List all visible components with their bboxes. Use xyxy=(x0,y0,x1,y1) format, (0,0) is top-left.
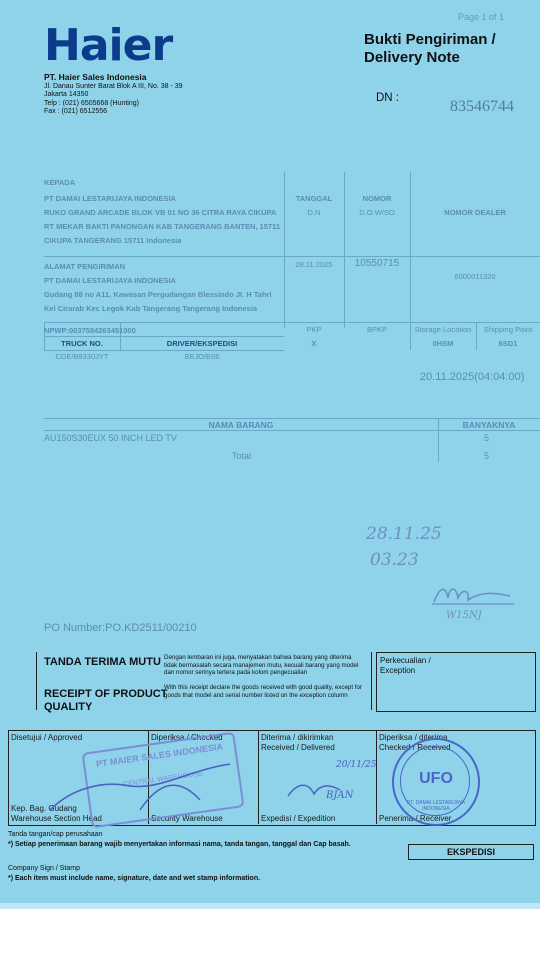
note-en: *) Each item must include name, signature, date and wet stamp information. xyxy=(8,875,261,882)
receipt-title-en-2: QUALITY xyxy=(44,701,93,713)
table-row-qty: 5 xyxy=(484,433,490,443)
receiver-stamp xyxy=(392,738,480,826)
exception-label: Perkecualian / Exception xyxy=(380,656,431,675)
received-label: Diperiksa / diterima Checked / Received xyxy=(379,733,451,752)
driver: BEJO/E06 xyxy=(184,352,220,361)
sign-note-id: Tanda tangan/cap perusahaan xyxy=(8,831,103,838)
company-address: Jl. Danau Sunter Barat Blok A III, No. 38 - 39 Jakarta 14350 Telp : (021) 6505668 (Hunting) Fax : (021) 6512556 xyxy=(44,83,183,116)
document-title: Bukti Pengiriman / Delivery Note xyxy=(364,31,496,66)
haier-warehouse-stamp: PT MAIER SALES INDONESIA CENTRAL WAREHOUSE xyxy=(81,732,244,829)
table-row: AU150S30EUX 50 INCH LED TV xyxy=(44,433,177,443)
order-block: KEPADA PT DAMAI LESTARIJAYA INDONESIA RUKO GRAND ARCADE BLOK VB 01 NO 36 CITRA RAYA CIKUPA RT MEKAR BAKTI PANONGAN KAB TANGERANG BANTEN, 15711 CIKUPA TANGERANG 15711 Indonesia ALAMAT PENGIRIMAN PT DAMAI LESTARIJAYA INDONESIA Gudang 88 no A11, Kawasan Pergudangan Blessindo JI. H Tahri Kel Cirarab Kec Legok Kab Tangerang Tangerang Indonesia NPWP:0037584263451000 TANGGAL D.N NOMOR D.O.W/SO NOMOR DEALER 28.11.2025 10550715 6000011320 PKP BPKP Storage Location Shipping Point X 0HSM 6SD1 TRUCK NO. DRIVER/EKSPEDISI xyxy=(44,172,540,350)
approver-signature xyxy=(40,760,240,820)
handwritten-time: 03.23 xyxy=(370,550,419,570)
item-name-header: NAMA BARANG xyxy=(208,420,274,430)
total-qty: 5 xyxy=(484,451,490,461)
haier-logo: Haier xyxy=(44,20,173,71)
company-name: PT. Haier Sales Indonesia xyxy=(44,72,147,82)
delivered-role: Expedisi / Expedition xyxy=(261,814,336,823)
ufo-ring-text: PT. DAMAI LESTARIJAYA INDONESIA xyxy=(406,800,466,812)
printed-at: 20.11.2025(04:04:00) xyxy=(420,371,525,383)
checked-role: Security Warehouse xyxy=(151,814,223,823)
dn-label: DN : xyxy=(376,92,399,104)
received-role: Penerima / Receiver xyxy=(379,814,452,823)
checked-label: Diperiksa / Checked xyxy=(151,733,223,742)
approved-role: Kep. Bag. Gudang Warehouse Section Head xyxy=(11,804,102,823)
ekspedisi-copy-label: EKSPEDISI xyxy=(408,844,534,860)
receipt-text-en: With this receipt declare the goods received with good quality, except for goods that model and serial number listed on the exception column xyxy=(164,684,362,699)
item-qty-header: BANYAKNYA xyxy=(462,420,516,430)
dn-number: 83546744 xyxy=(450,98,514,115)
page-number: Page 1 of 1 xyxy=(458,12,505,22)
ufo-logo: UFO xyxy=(419,770,453,787)
handwritten-received-date: 20/11/25 xyxy=(336,760,377,770)
handwritten-initials: W15NJ xyxy=(446,610,482,621)
handwritten-date: 28.11.25 xyxy=(366,524,442,544)
receipt-title-en-1: RECEIPT OF PRODUCT xyxy=(44,688,168,700)
receipt-title-id: TANDA TERIMA MUTU xyxy=(44,656,161,668)
receipt-text-id: Dengan lembaran ini juga, menyatakan bahwa barang yang diterima tidak bermasalah secara manajemen mutu, kecuali barang yang model dan nomor serinya tertera pada kolom pengecualian xyxy=(164,654,359,677)
handwritten-received-name: BJAN xyxy=(326,790,354,801)
delivered-label: Diterima / dikirimkan Received / Delivered xyxy=(261,733,335,752)
handwritten-signature xyxy=(430,582,520,612)
approved-label: Disetujui / Approved xyxy=(11,733,83,742)
po-number: PO Number:PO.KD2511/00210 xyxy=(44,622,197,634)
sign-note-en: Company Sign / Stamp xyxy=(8,865,80,872)
total-label: Total xyxy=(232,451,252,461)
note-id: *) Setiap penerimaan barang wajib menyertakan informasi nama, tanda tangan, tanggal dan Cap basah. xyxy=(8,841,351,848)
truck-number: CDE/B9330JYT xyxy=(55,352,109,361)
